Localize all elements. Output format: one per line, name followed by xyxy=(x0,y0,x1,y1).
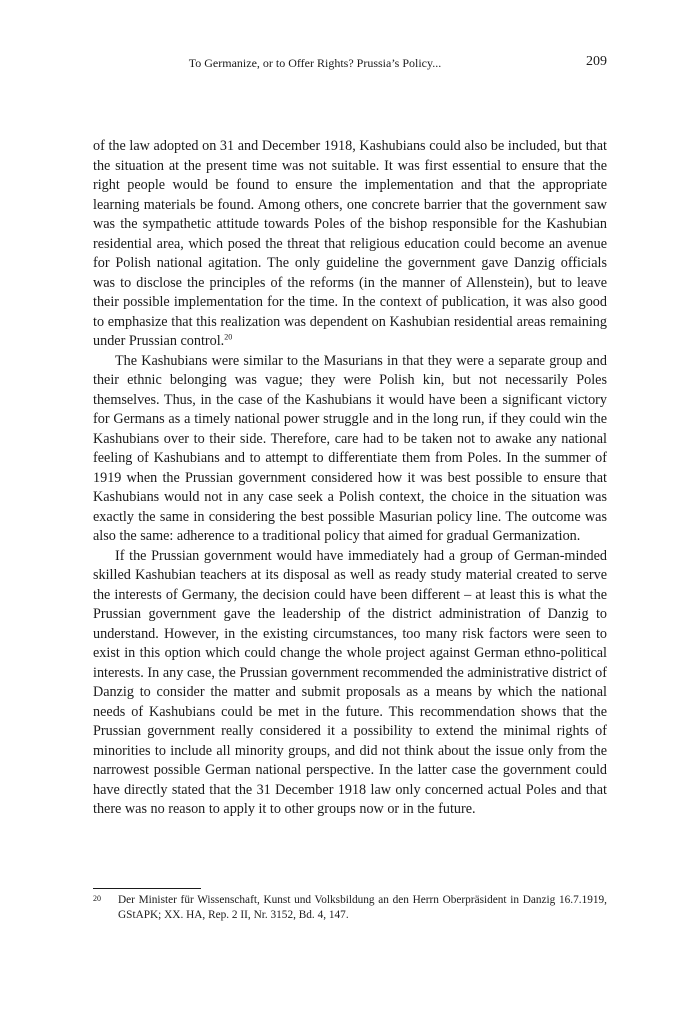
page-number: 209 xyxy=(586,54,607,69)
footnote-number: 20 xyxy=(93,894,101,903)
running-title: To Germanize, or to Offer Rights? Prussia’s Policy... xyxy=(188,56,442,70)
paragraph-3: If the Prussian government would have immediately had a group of German-minded skilled Kashubian teachers at its disposal as well as ready study material created to serve the interests of Germany, the decision could have been different – at least this is what the Prussian government gave the leadership of the district administration of Danzig to understand. However, in the existing circumstances, too many risk factors were seen to exist in this option which could change the whole project against German ethno-political interests. In any case, the Prussian government recommended the administrative district of Danzig to consider the matter and submit proposals as a means by which the national needs of Kashubians could be met in the future. This recommendation shows that the Prussian government really considered it a possibility to extend the minimal rights of minorities to include all minority groups, and did not think about the issue only from the narrowest possible German national perspective. In the latter case the government could have directly stated that the 31 December 1918 law only concerned actual Poles and that there was no reason to apply it to other groups now or in the future. xyxy=(93,547,607,817)
footnote-text: Der Minister für Wissenschaft, Kunst und Volksbildung an den Herrn Oberpräsident in Danzig 16.7.1919, GStAPK; XX. HA, Rep. 2 II, Nr. 3152, Bd. 4, 147. xyxy=(118,894,607,921)
paragraph-1-text: of the law adopted on 31 and December 1918, Kashubians could also be included, but that the situation at the present time was not suitable. It was first essential to ensure that the right people would be found to ensure the implementation and that the appropriate learning materials be found. Among others, one concrete barrier that the government saw was the sympathetic attitude towards Poles of the bishop responsible for the Kashubian residential area, which posed the threat that religious education could become an avenue for Polish national agitation. The only guideline the government gave Danzig officials was to disclose the principles of the reforms (in the manner of Allenstein), but to leave their possible implementation for the time. In the context of publication, it was also good to emphasize that this realization was dependent on Kashubian residential areas remaining under Prussian control. xyxy=(93,138,607,349)
body-text xyxy=(93,137,607,820)
footnote-ref-20[interactable]: 20 xyxy=(224,332,233,342)
footnote-20 xyxy=(93,893,607,923)
paragraph-2: The Kashubians were similar to the Masurians in that they were a separate group and their ethnic belonging was vague; they were Polish kin, but not necessarily Poles themselves. Thus, in the case of the Kashubians it would have been a significant victory for Germans as a timely national power struggle and in the long run, if they could win the Kashubians over to their side. Therefore, care had to be taken not to awake any national feeling of Kashubians and to attempt to differentiate them from Poles. In the summer of 1919 when the Prussian government considered how it was best possible to ensure that Kashubians would not in any case seek a Polish context, the choice in the situation was exactly the same in considering the best possible Masurian policy line. The outcome was also the same: adherence to a traditional policy that aimed for gradual Germanization. xyxy=(93,352,607,544)
footnote-divider xyxy=(93,888,201,889)
paragraph-1 xyxy=(93,137,607,352)
running-header xyxy=(93,54,607,74)
